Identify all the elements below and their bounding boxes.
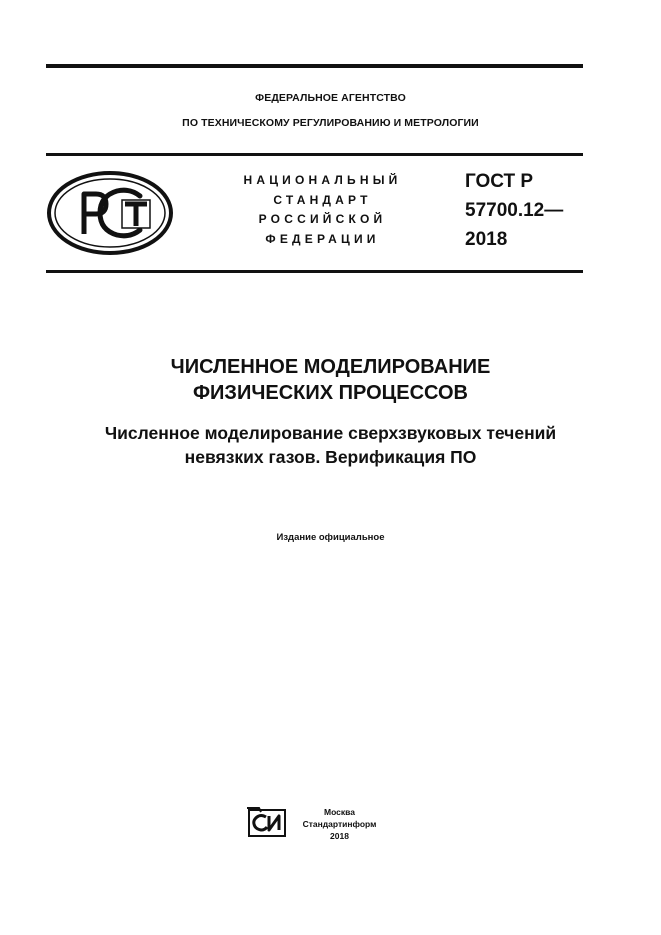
agency-name-line1: ФЕДЕРАЛЬНОЕ АГЕНТСТВО — [255, 92, 406, 104]
document-title-line1: ЧИСЛЕННОЕ МОДЕЛИРОВАНИЕ — [170, 356, 491, 378]
standard-line1: НАЦИОНАЛЬНЫЙ — [243, 173, 402, 187]
publication-year: 2018 — [330, 831, 349, 841]
standard-line3: РОССИЙСКОЙ — [258, 212, 387, 226]
document-subtitle-line2: невязких газов. Верификация ПО — [184, 447, 477, 467]
header-rule-top — [46, 153, 583, 156]
agency-name-line2: ПО ТЕХНИЧЕСКОМУ РЕГУЛИРОВАНИЮ И МЕТРОЛОГИИ — [182, 117, 479, 129]
standard-line2: СТАНДАРТ — [273, 193, 372, 207]
document-title-line2: ФИЗИЧЕСКИХ ПРОЦЕССОВ — [192, 382, 468, 404]
document-subtitle-line1: Численное моделирование сверхзвуковых течений — [104, 423, 557, 443]
gost-designation-line2: 57700.12— — [465, 200, 564, 221]
gost-designation-line1: ГОСТ Р — [465, 171, 534, 192]
rst-emblem-icon — [46, 170, 174, 256]
gost-designation-year: 2018 — [465, 229, 508, 250]
edition-note: Издание официальное — [276, 532, 385, 543]
publisher-city: Москва — [324, 807, 355, 817]
standartinform-logo-icon — [247, 806, 287, 838]
top-rule — [46, 64, 583, 68]
standard-line4: ФЕДЕРАЦИИ — [265, 232, 380, 246]
publisher-name: Стандартинформ — [302, 819, 377, 829]
header-rule-bottom — [46, 270, 583, 273]
